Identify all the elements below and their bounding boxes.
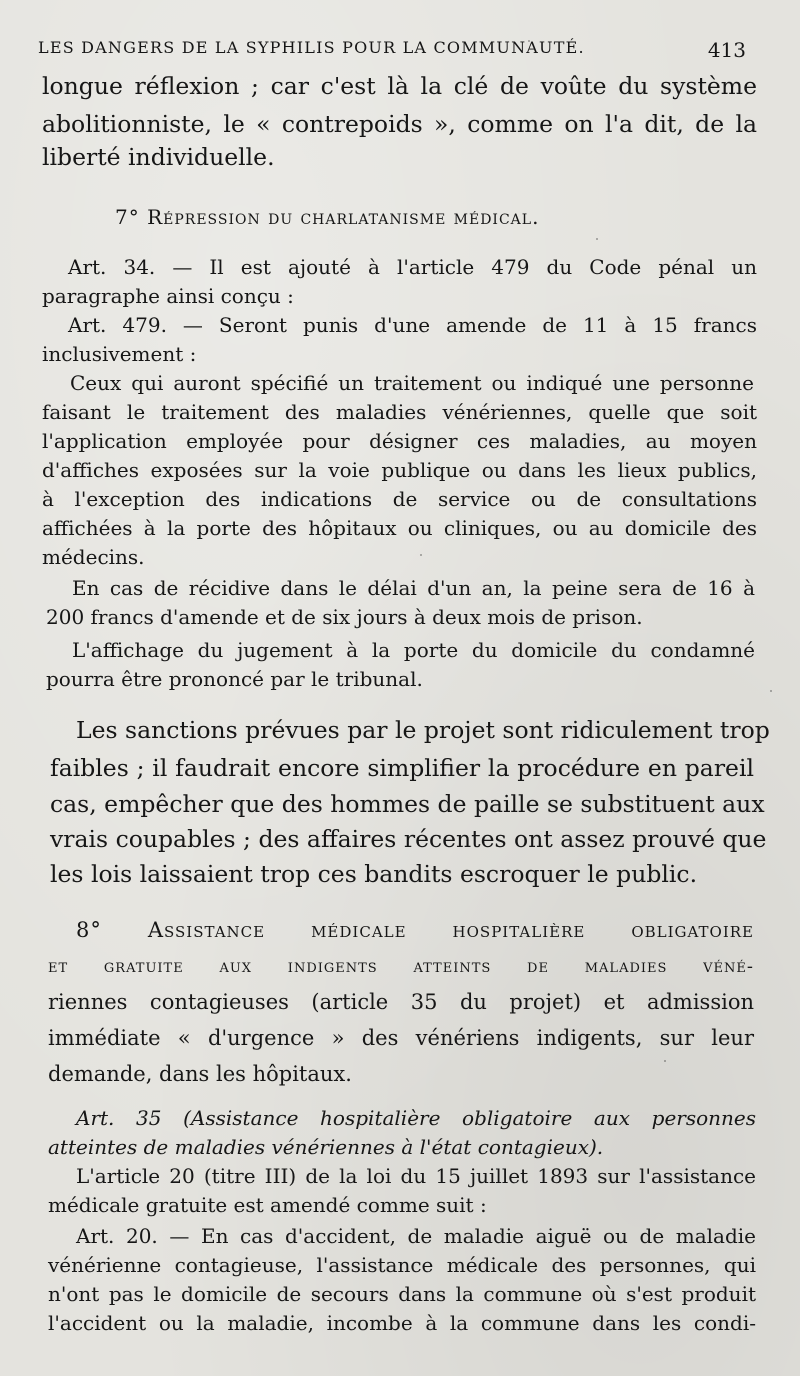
text-line: l'application employée pour désigner ces maladies, au moyen xyxy=(42,429,757,453)
article-20-line: Art. 20. — En cas d'accident, de maladie aiguë ou de maladie xyxy=(76,1224,756,1248)
running-header xyxy=(38,40,746,60)
text-line: affichées à la porte des hôpitaux ou cliniques, ou au domicile des xyxy=(42,516,757,540)
article-35-line: Art. 35 (Assistance hospitalière obligatoire aux personnes xyxy=(76,1106,756,1130)
heading-8-line-5: demande, dans les hôpitaux. xyxy=(48,1062,352,1086)
section-heading-7: 7° Répression du charlatanisme médical. xyxy=(115,205,540,229)
text-line: vénérienne contagieuse, l'assistance médicale des personnes, qui xyxy=(48,1253,756,1277)
section-heading-8 xyxy=(76,920,754,941)
page-number: 413 xyxy=(707,38,746,62)
text-line: 200 francs d'amende et de six jours à deux mois de prison. xyxy=(46,605,643,629)
text-line: faibles ; il faudrait encore simplifier la procédure en pareil xyxy=(50,754,754,782)
print-speck xyxy=(664,1060,666,1062)
heading-8-line-1: 8° Assistance médicale hospitalière obligatoire xyxy=(76,918,754,942)
text-line: Ceux qui auront spécifié un traitement ou indiqué une personne xyxy=(70,371,754,395)
text-line: Les sanctions prévues par le projet sont ridiculement trop xyxy=(76,716,770,744)
article-34-line: Art. 34. — Il est ajouté à l'article 479 du Code pénal un xyxy=(68,255,757,279)
heading-8-line-3: riennes contagieuses (article 35 du projet) et admission xyxy=(48,990,754,1014)
text-line: n'ont pas le domicile de secours dans la commune où s'est produit xyxy=(48,1282,756,1306)
running-title: LES DANGERS DE LA SYPHILIS POUR LA COMMUNAUTÉ. xyxy=(38,38,585,57)
text-line: atteintes de maladies vénériennes à l'état contagieux). xyxy=(48,1135,604,1159)
text-line: l'accident ou la maladie, incombe à la commune dans les condi- xyxy=(48,1311,756,1335)
text-line: L'article 20 (titre III) de la loi du 15 juillet 1893 sur l'assistance xyxy=(76,1164,756,1188)
text-line: médecins. xyxy=(42,545,145,569)
heading-8-line-4: immédiate « d'urgence » des vénériens indigents, sur leur xyxy=(48,1026,754,1050)
print-speck xyxy=(420,554,422,556)
text-line: les lois laissaient trop ces bandits escroquer le public. xyxy=(50,860,698,888)
text-line: paragraphe ainsi conçu : xyxy=(42,284,294,308)
text-line: vrais coupables ; des affaires récentes ont assez prouvé que xyxy=(50,825,767,853)
text-line: cas, empêcher que des hommes de paille se substituent aux xyxy=(50,790,765,818)
text-line: liberté individuelle. xyxy=(42,143,275,171)
text-line: longue réflexion ; car c'est là la clé de voûte du système xyxy=(42,72,757,100)
print-speck xyxy=(528,40,530,42)
text-line: pourra être prononcé par le tribunal. xyxy=(46,667,423,691)
print-speck xyxy=(770,690,772,692)
text-line: abolitionniste, le « contrepoids », comme on l'a dit, de la xyxy=(42,110,757,138)
print-speck xyxy=(596,238,598,240)
text-line: En cas de récidive dans le délai d'un an, la peine sera de 16 à xyxy=(72,576,755,600)
article-479-line: Art. 479. — Seront punis d'une amende de 11 à 15 francs xyxy=(68,313,757,337)
text-line: médicale gratuite est amendé comme suit : xyxy=(48,1193,487,1217)
heading-8-line-2: et gratuite aux indigents atteints de maladies véné- xyxy=(48,956,754,977)
text-line: faisant le traitement des maladies vénériennes, quelle que soit xyxy=(42,400,757,424)
text-line: inclusivement : xyxy=(42,342,197,366)
text-line: d'affiches exposées sur la voie publique ou dans les lieux publics, xyxy=(42,458,757,482)
text-line: L'affichage du jugement à la porte du domicile du condamné xyxy=(72,638,755,662)
text-line: à l'exception des indications de service ou de consultations xyxy=(42,487,757,511)
